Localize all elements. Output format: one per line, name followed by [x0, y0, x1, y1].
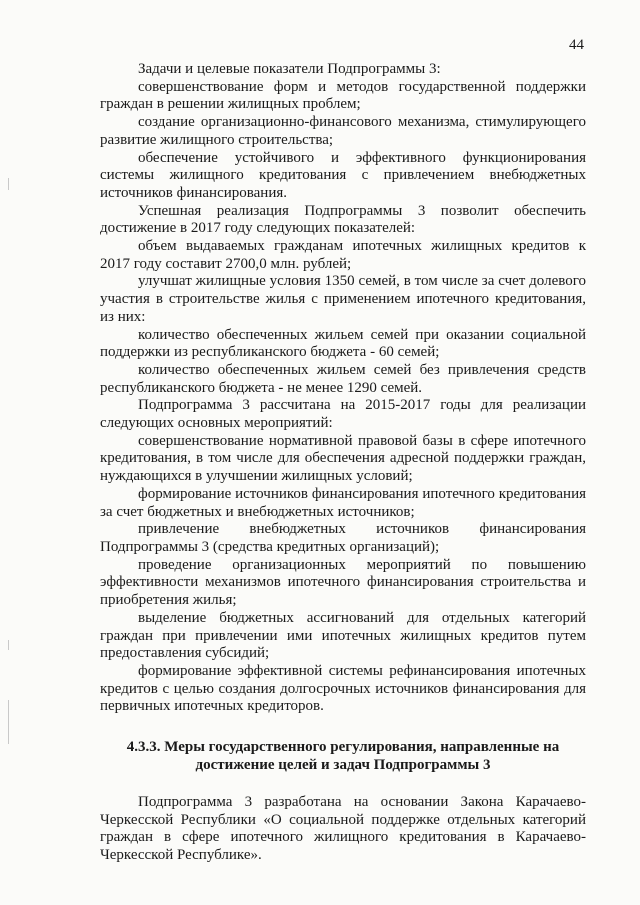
paragraph: Подпрограмма 3 разработана на основании Закона Карачаево-Черкесской Республики «О социальной поддержке отдельных категорий граждан в сфере ипотечного жилищного кредитования в Карачаево-Черкесской Республике».	[100, 794, 586, 864]
paragraph: привлечение внебюджетных источников финансирования Подпрограммы 3 (средства кредитных организаций);	[100, 521, 586, 555]
section-heading-line: достижение целей и задач Подпрограммы 3	[195, 757, 491, 774]
paragraph: Успешная реализация Подпрограммы 3 позволит обеспечить достижение в 2017 году следующих показателей:	[100, 202, 586, 237]
scan-mark	[8, 700, 9, 744]
paragraph: Подпрограмма 3 рассчитана на 2015-2017 годы для реализации следующих основных мероприятий:	[100, 397, 586, 432]
document-body	[100, 61, 586, 865]
paragraph: Задачи и целевые показатели Подпрограммы 3:	[138, 61, 441, 77]
paragraph: формирование источников финансирования ипотечного кредитования за счет бюджетных и внебюджетных источников;	[100, 485, 586, 520]
section-heading-line: 4.3.3. Меры государственного регулирования, направленные на	[126, 739, 560, 756]
section-heading	[100, 738, 586, 774]
paragraph: совершенствование форм и методов государственной поддержки граждан в решении жилищных проблем;	[100, 78, 586, 113]
paragraph: проведение организационных мероприятий по повышению эффективности механизмов ипотечного финансирования строительства и приобретения жилья;	[100, 556, 586, 609]
paragraph: выделение бюджетных ассигнований для отдельных категорий граждан при привлечении ими ипотечных жилищных кредитов путем предоставления субсидий;	[100, 609, 586, 662]
scan-mark	[8, 640, 9, 650]
paragraph: количество обеспеченных жильем семей при оказании социальной поддержки из республиканского бюджета - 60 семей;	[100, 326, 586, 361]
paragraph: количество обеспеченных жильем семей без привлечения средств республиканского бюджета - не менее 1290 семей.	[100, 361, 586, 396]
paragraph: совершенствование нормативной правовой базы в сфере ипотечного кредитования, в том числе для обеспечения адресной поддержки граждан, нуждающихся в улучшении жилищных условий;	[100, 432, 586, 485]
paragraph: формирование эффективной системы рефинансирования ипотечных кредитов с целью создания долгосрочных источников финансирования для первичных ипотечных кредиторов.	[100, 662, 586, 715]
paragraph: обеспечение устойчивого и эффективного функционирования системы жилищного кредитования с привлечением внебюджетных источников финансирования.	[100, 149, 586, 201]
scan-mark	[8, 178, 9, 190]
paragraph: объем выдаваемых гражданам ипотечных жилищных кредитов к 2017 году составит 2700,0 млн. рублей;	[100, 238, 586, 272]
paragraph: улучшат жилищные условия 1350 семей, в том числе за счет долевого участия в строительстве жилья с применением ипотечного кредитования, из них:	[100, 273, 586, 325]
paragraph: создание организационно-финансового механизма, стимулирующего развитие жилищного строительства;	[100, 114, 586, 148]
page-number: 44	[569, 37, 584, 53]
